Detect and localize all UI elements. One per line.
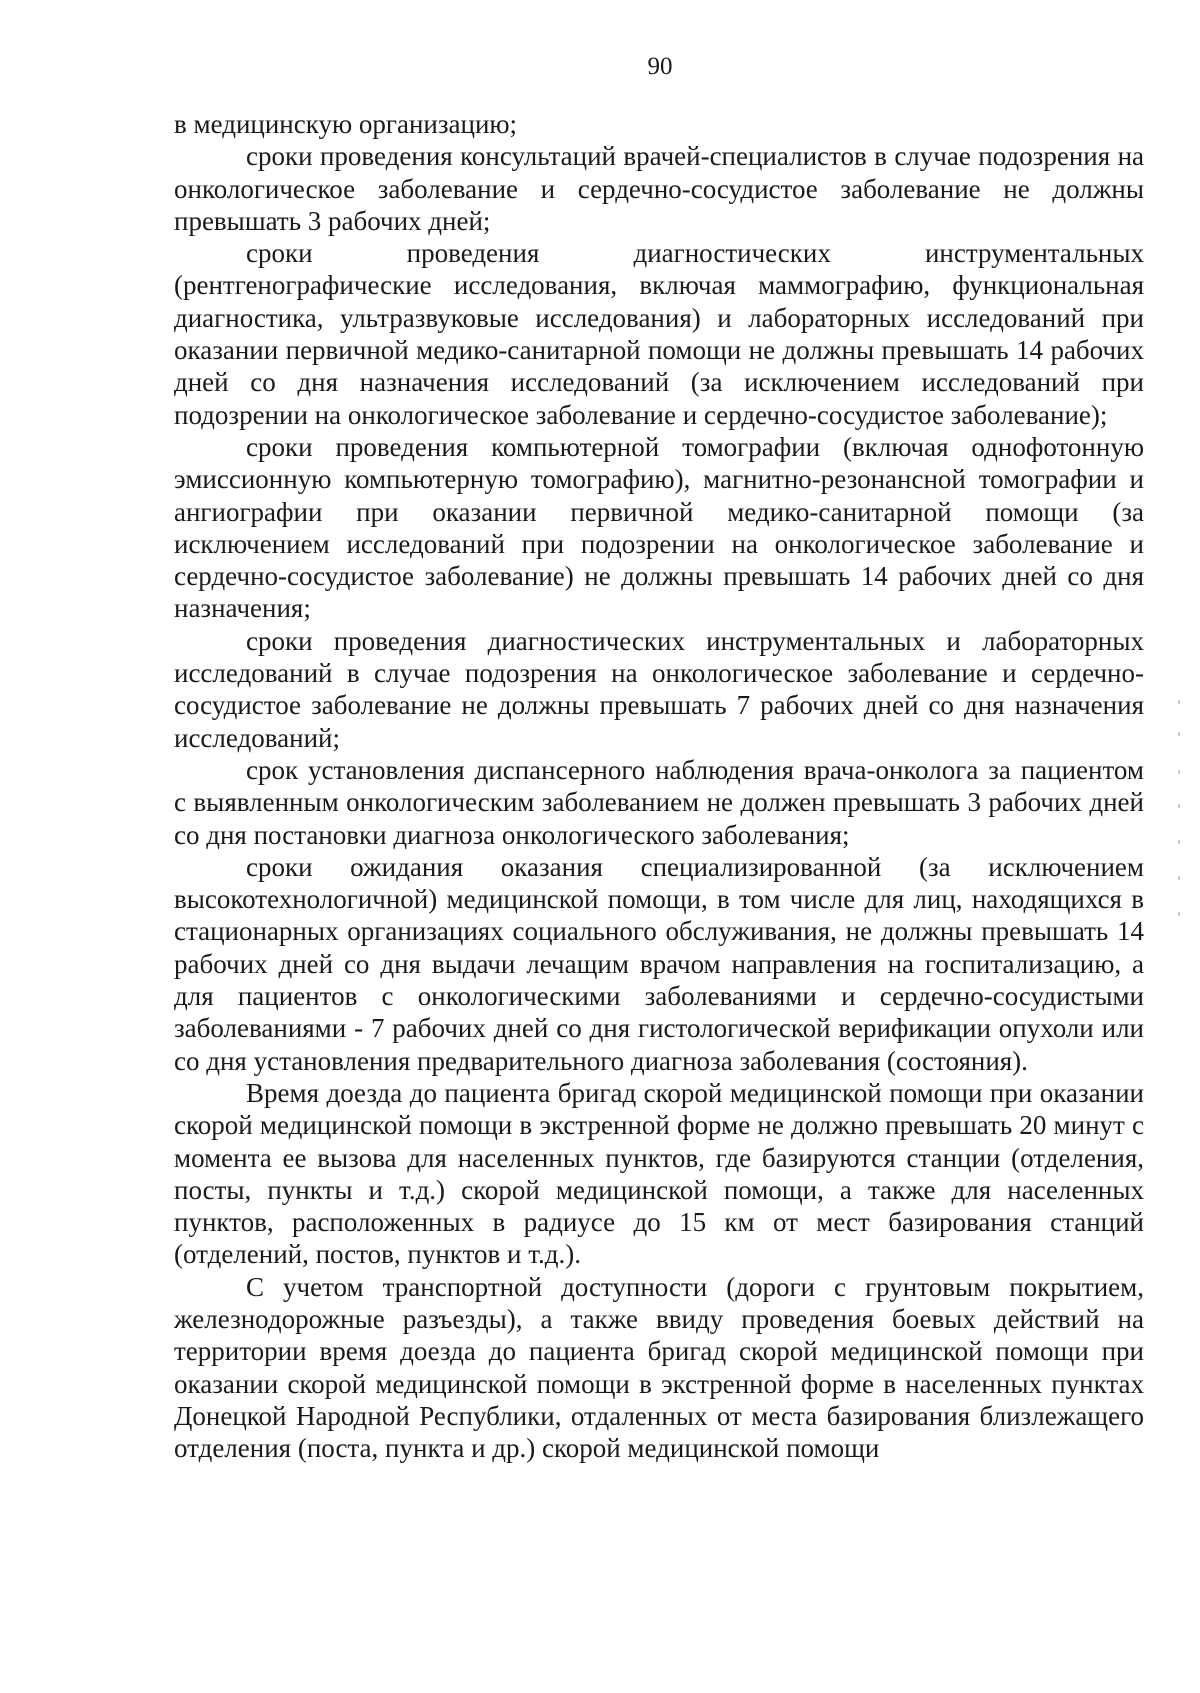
paragraph-2: сроки проведения консультаций врачей-специалистов в случае подозрения на онкологическое заболевание и сердечно-сосудистое заболевание не должны превышать 3 рабочих дней; (174, 141, 1144, 236)
paragraph-1: в медицинскую организацию; (174, 109, 518, 139)
scan-margin-marks (1178, 700, 1181, 940)
document-body (174, 108, 1144, 1464)
paragraph-3: сроки проведения диагностических инструментальных (рентгенографические исследования, включая маммографию, функциональная диагностика, ультразвуковые исследования) и лабораторных исследований при оказании первичной медико-санитарной помощи не должны превышать 14 рабочих дней со дня назначения исследований (за исключением исследований при подозрении на онкологическое заболевание и сердечно-сосудистое заболевание); (174, 238, 1144, 430)
paragraph-9: С учетом транспортной доступности (дороги с грунтовым покрытием, железнодорожные разъезды), а также ввиду проведения боевых действий на территории время доезда до пациента бригад скорой медицинской помощи при оказании скорой медицинской помощи в экстренной форме в населенных пунктах Донецкой Народной Республики, отдаленных от места базирования близлежащего отделения (поста, пункта и др.) скорой медицинской помощи (174, 1271, 1144, 1464)
paragraph-7: сроки ожидания оказания специализированной (за исключением высокотехнологичной) медицинской помощи, в том числе для лиц, находящихся в стационарных организациях социального обслуживания, не должны превышать 14 рабочих дней со дня выдачи лечащим врачом направления на госпитализацию, а для пациентов с онкологическими заболеваниями и сердечно-сосудистыми заболеваниями - 7 рабочих дней со дня гистологической верификации опухоли или со дня установления предварительного диагноза заболевания (состояния). (174, 851, 1144, 1076)
paragraph-6: срок установления диспансерного наблюдения врача-онколога за пациентом с выявленным онкологическим заболеванием не должен превышать 3 рабочих дней со дня постановки диагноза онкологического заболевания; (174, 754, 1144, 850)
page-number: 90 (647, 53, 673, 80)
paragraph-5: сроки проведения диагностических инструментальных и лабораторных исследований в случае подозрения на онкологическое заболевание и сердечно-сосудистое заболевание не должны превышать 7 рабочих дней со дня назначения исследований; (174, 625, 1144, 753)
paragraph-8: Время доезда до пациента бригад скорой медицинской помощи при оказании скорой медицинской помощи в экстренной форме не должно превышать 20 минут с момента ее вызова для населенных пунктов, где базируются станции (отделения, посты, пункты и т.д.) скорой медицинской помощи, а также для населенных пунктов, расположенных в радиусе до 15 км от мест базирования станций (отделений, постов, пунктов и т.д.). (174, 1077, 1144, 1270)
paragraph-4: сроки проведения компьютерной томографии (включая однофотонную эмиссионную компьютерную томографию), магнитно-резонансной томографии и ангиографии при оказании первичной медико-санитарной помощи (за исключением исследований при подозрении на онкологическое заболевание и сердечно-сосудистое заболевание) не должны превышать 14 рабочих дней со дня назначения; (174, 431, 1144, 624)
